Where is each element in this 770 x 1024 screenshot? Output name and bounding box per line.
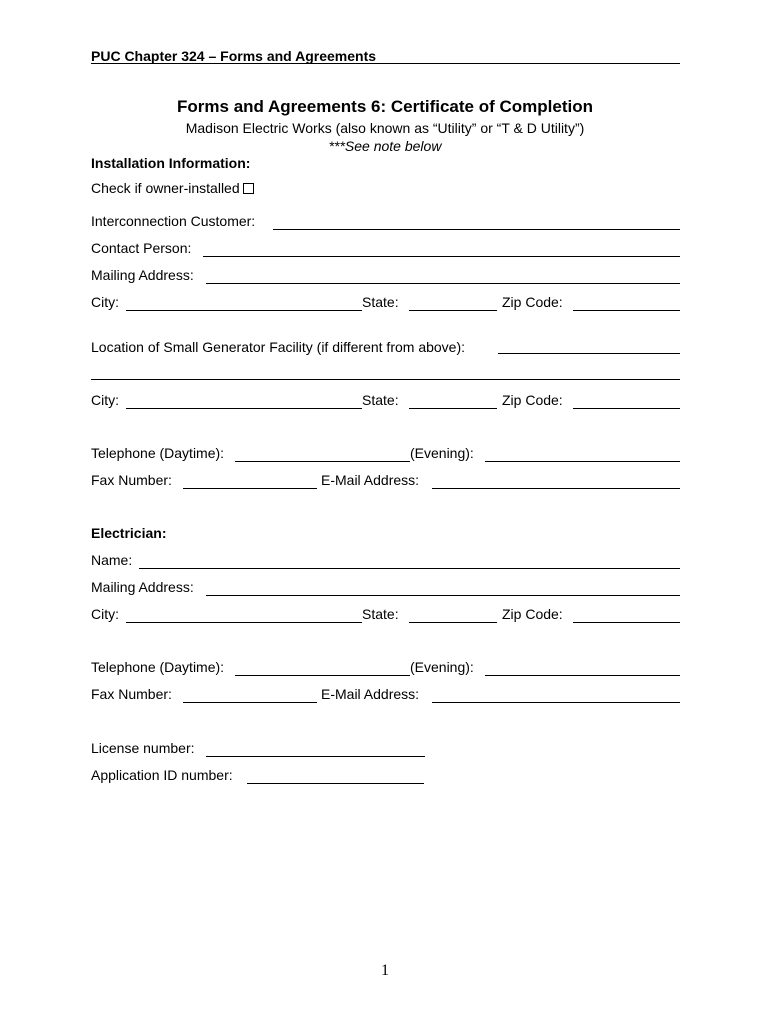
electrician-city-label: City: <box>91 606 119 622</box>
customer-label: Interconnection Customer: <box>91 213 256 229</box>
email-field[interactable] <box>432 488 680 489</box>
city-field[interactable] <box>126 310 362 311</box>
electrician-tel-eve-field[interactable] <box>485 675 680 676</box>
city-label: City: <box>91 294 119 310</box>
application-id-field[interactable] <box>247 783 424 784</box>
city2-field[interactable] <box>126 408 362 409</box>
electrician-state-label: State: <box>362 606 399 622</box>
electrician-name-field[interactable] <box>139 568 680 569</box>
electrician-state-field[interactable] <box>409 622 497 623</box>
page-number: 1 <box>381 962 389 979</box>
location-label: Location of Small Generator Facility (if different from above): <box>91 339 466 355</box>
location-field[interactable] <box>498 353 680 354</box>
electrician-heading: Electrician: <box>91 525 167 541</box>
state-label: State: <box>362 294 399 310</box>
location-field-line-2[interactable] <box>91 379 680 380</box>
fax-field[interactable] <box>183 488 317 489</box>
electrician-tel-eve-label: (Evening): <box>410 659 474 675</box>
see-note: ***See note below <box>328 138 442 154</box>
mailing-label: Mailing Address: <box>91 267 194 283</box>
electrician-email-label: E-Mail Address: <box>321 686 420 702</box>
email-label: E-Mail Address: <box>321 472 420 488</box>
form-title: Forms and Agreements 6: Certificate of Completion <box>177 97 593 116</box>
installation-heading: Installation Information: <box>91 155 251 171</box>
tel-eve-label: (Evening): <box>410 445 474 461</box>
electrician-zip-field[interactable] <box>573 622 680 623</box>
application-id-label: Application ID number: <box>91 767 233 783</box>
electrician-zip-label: Zip Code: <box>502 606 563 622</box>
electrician-email-field[interactable] <box>432 702 680 703</box>
city2-label: City: <box>91 392 119 408</box>
form-subtitle: Madison Electric Works (also known as “Utility” or “T & D Utility”) <box>185 120 585 136</box>
license-label: License number: <box>91 740 195 756</box>
contact-field[interactable] <box>203 256 680 257</box>
electrician-mailing-label: Mailing Address: <box>91 579 194 595</box>
page-header: PUC Chapter 324 – Forms and Agreements <box>91 48 377 64</box>
electrician-fax-field[interactable] <box>183 702 317 703</box>
customer-field[interactable] <box>273 229 680 230</box>
owner-installed-row <box>91 180 254 196</box>
license-field[interactable] <box>206 756 425 757</box>
state2-label: State: <box>362 392 399 408</box>
electrician-fax-label: Fax Number: <box>91 686 172 702</box>
electrician-city-field[interactable] <box>126 622 362 623</box>
tel-eve-field[interactable] <box>485 461 680 462</box>
mailing-field[interactable] <box>206 283 680 284</box>
zip-label: Zip Code: <box>502 294 563 310</box>
state2-field[interactable] <box>409 408 497 409</box>
electrician-tel-day-label: Telephone (Daytime): <box>91 659 225 675</box>
header-rule <box>91 63 680 64</box>
zip2-field[interactable] <box>573 408 680 409</box>
owner-installed-checkbox[interactable] <box>243 183 254 194</box>
electrician-mailing-field[interactable] <box>206 595 680 596</box>
fax-label: Fax Number: <box>91 472 172 488</box>
state-field[interactable] <box>409 310 497 311</box>
electrician-tel-day-field[interactable] <box>235 675 410 676</box>
contact-label: Contact Person: <box>91 240 192 256</box>
electrician-name-label: Name: <box>91 552 133 568</box>
tel-day-label: Telephone (Daytime): <box>91 445 225 461</box>
zip2-label: Zip Code: <box>502 392 563 408</box>
tel-day-field[interactable] <box>235 461 410 462</box>
zip-field[interactable] <box>573 310 680 311</box>
owner-installed-label: Check if owner-installed <box>91 180 240 196</box>
